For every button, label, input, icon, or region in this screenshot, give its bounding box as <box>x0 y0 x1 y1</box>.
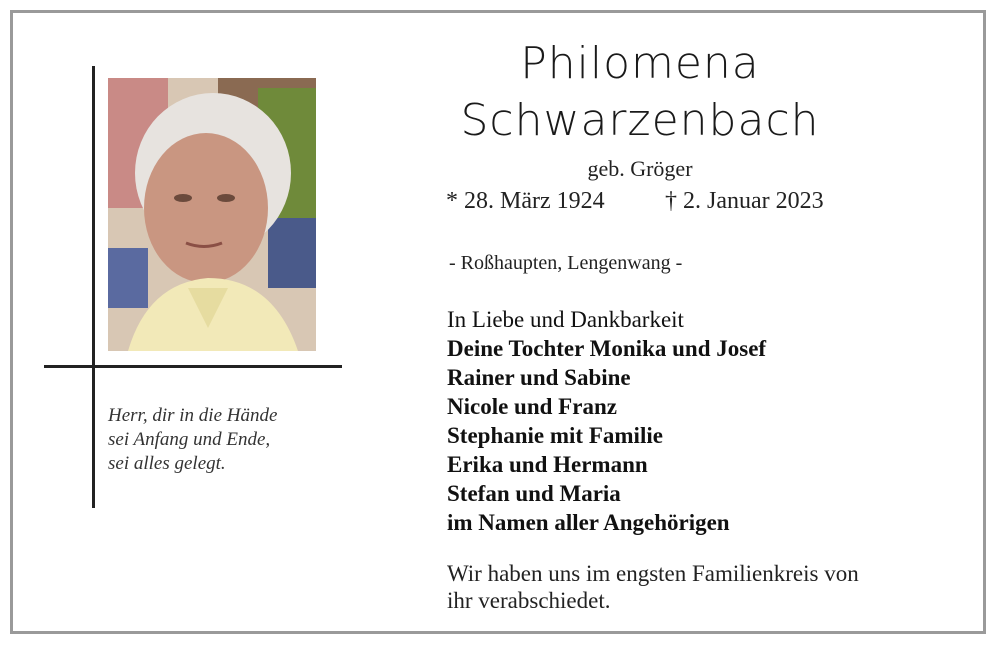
mourner-line: Rainer und Sabine <box>447 365 631 390</box>
death-date: † 2. Januar 2023 <box>665 188 824 214</box>
mourner-line: Stefan und Maria <box>447 481 621 506</box>
mourner-line: Stephanie mit Familie <box>447 423 663 448</box>
verse-line: sei Anfang und Ende, <box>108 429 271 450</box>
mourner-line: Erika und Hermann <box>447 452 648 477</box>
closing-line: Wir haben uns im engsten Familienkreis von <box>447 561 859 586</box>
closing-text <box>447 560 917 614</box>
mourner-line: im Namen aller Angehörigen <box>447 510 730 535</box>
verse-line: Herr, dir in die Hände <box>108 405 278 426</box>
birth-name: geb. Gröger <box>587 156 693 181</box>
mourner-line: Nicole und Franz <box>447 394 617 419</box>
cross-horizontal-bar <box>44 365 342 368</box>
first-name: Philomena <box>520 38 760 89</box>
mourners-intro: In Liebe und Dankbarkeit <box>447 307 684 332</box>
mourner-line: Deine Tochter Monika und Josef <box>447 336 767 361</box>
places: - Roßhaupten, Lengenwang - <box>449 252 683 274</box>
verse-line: sei alles gelegt. <box>108 453 226 474</box>
portrait-photo <box>108 78 316 351</box>
last-name: Schwarzenbach <box>460 95 820 146</box>
verse <box>108 404 348 476</box>
birth-date: * 28. März 1924 <box>446 188 605 214</box>
cross-vertical-bar <box>92 66 95 508</box>
mourners <box>447 305 766 537</box>
closing-line: ihr verabschiedet. <box>447 588 611 613</box>
